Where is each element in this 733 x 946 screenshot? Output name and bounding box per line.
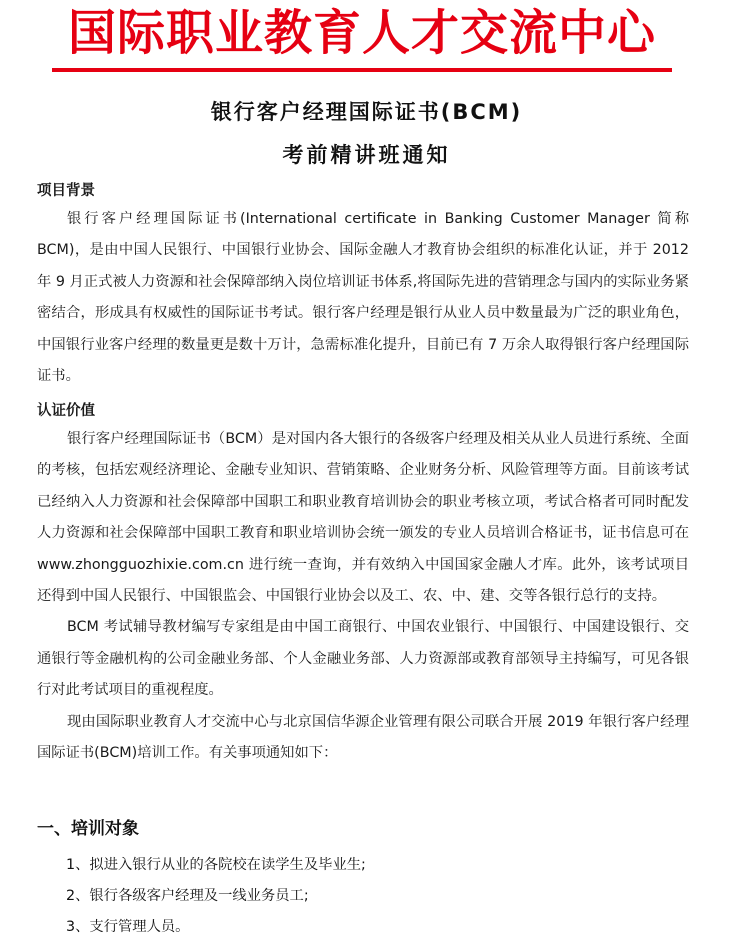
organization-header: 国际职业教育人才交流中心 [67, 5, 656, 61]
section-heading-background: 项目背景 [37, 183, 95, 199]
value-paragraph-1: 银行客户经理国际证书（BCM）是对国内各大银行的各级客户经理及相关从业人员进行系统、全面的考核，包括宏观经济理论、金融专业知识、营销策略、企业财务分析、风险管理等方面。目前该考试已经纳入人力资源和社会保障部中国职工和职业教育培训协会的职业考核立项，考试合格者可同时配发人力资源和社会保障部中国职工教育和职业培训协会统一颁发的专业人员培训合格证书，证书信息可在 www.zhongguozhixie.com.cn 进行统一查询，并有效纳入中国国家金融人才库。此外，该考试项目还得到中国人民银行、中国银监会、中国银行业协会以及工、农、中、建、交等各银行总行的支持。 [37, 431, 689, 605]
list-item: 3、支行管理人员。 [66, 919, 190, 935]
value-section [37, 400, 689, 769]
header-underline [52, 68, 672, 72]
list-item: 2、银行各级客户经理及一线业务员工; [66, 888, 309, 904]
document-title: 银行客户经理国际证书(BCM) [210, 100, 523, 124]
section-heading-value: 认证价值 [37, 403, 95, 419]
background-paragraph: 银行客户经理国际证书(International certificate in Banking Customer Manager 简称 BCM)，是由中国人民银行、中国银行业协会、国际金融人才教育协会组织的标准化认证，并于 2012 年 9 月正式被人力资源和社会保障部纳入岗位培训证书体系,将国际先进的营销理念与国内的实际业务紧密结合，形成具有权威性的国际证书考试。银行客户经理是银行从业人员中数量最为广泛的职业角色，中国银行业客户经理的数量更是数十万计，急需标准化提升，目前已有 7 万余人取得银行客户经理国际证书。 [37, 211, 689, 385]
value-paragraph-3: 现由国际职业教育人才交流中心与北京国信华源企业管理有限公司联合开展 2019 年银行客户经理国际证书(BCM)培训工作。有关事项通知如下： [37, 713, 689, 762]
value-paragraph-2: BCM 考试辅导教材编写专家组是由中国工商银行、中国农业银行、中国银行、中国建设银行、交通银行等金融机构的公司金融业务部、个人金融业务部、人力资源部或教育部领导主持编写，可见各银行对此考试项目的重视程度。 [37, 619, 689, 699]
document-subtitle: 考前精讲班通知 [282, 143, 451, 167]
section-heading-training-target: 一、培训对象 [37, 819, 139, 839]
background-section [37, 180, 689, 392]
list-item: 1、拟进入银行从业的各院校在读学生及毕业生; [66, 857, 366, 873]
